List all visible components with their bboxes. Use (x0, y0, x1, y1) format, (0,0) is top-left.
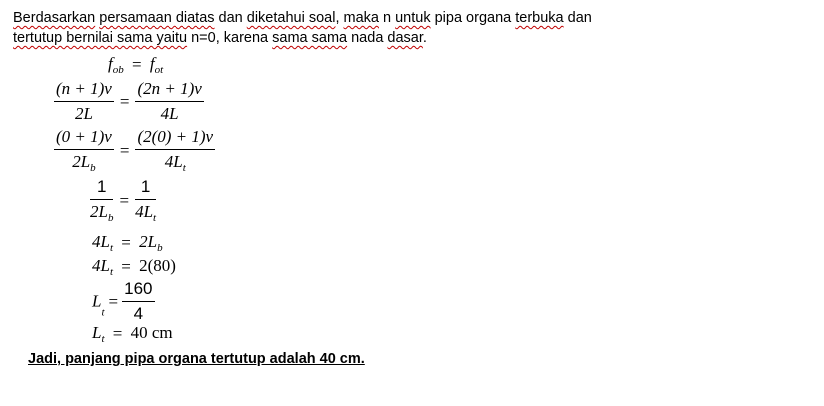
intro-text: diketahui soal (246, 10, 336, 26)
equation-numeric (92, 256, 176, 278)
intro-text: pipa organa (430, 10, 516, 26)
fraction (54, 79, 114, 124)
denominator: 2L (74, 104, 93, 123)
conclusion-text: Jadi, panjang pipa organa tertutup adalah 40 cm. (28, 351, 365, 367)
denominator (54, 150, 114, 174)
fraction (54, 127, 114, 174)
fraction (135, 127, 215, 174)
eq-subscript: t (109, 266, 114, 278)
intro-text: dan (563, 10, 592, 26)
equation-result (92, 323, 173, 345)
equation-substituted (54, 127, 215, 174)
eq-subscript: ob (112, 64, 124, 76)
intro-text: sama sama (272, 30, 348, 46)
intro-text: maka (343, 10, 379, 26)
equals-sign: = (119, 91, 130, 111)
numerator: 1 (135, 177, 156, 200)
intro-text: n (378, 10, 396, 26)
intro-text: Berdasarkan (13, 10, 96, 26)
eq-subscript: b (157, 242, 163, 254)
numerator: 160 (122, 279, 154, 302)
numerator: (2(0) + 1)v (135, 127, 215, 150)
intro-text: . (422, 30, 427, 46)
intro-text: persamaan diatas (99, 10, 215, 26)
eq-subscript: t (101, 333, 105, 345)
denominator (135, 200, 156, 224)
intro-text: terbuka (515, 10, 564, 26)
equals-sign: = (119, 190, 130, 210)
eq-term: L (92, 291, 102, 311)
equals-sign: = (131, 55, 142, 75)
fraction (122, 279, 154, 324)
intro-text: untuk (395, 10, 431, 26)
denominator: 4L (160, 104, 179, 123)
intro-text: dan (214, 10, 247, 26)
denominator-term: 4L (164, 152, 183, 171)
equation-cross-multiplied (92, 232, 163, 254)
intro-text: nada (347, 30, 388, 46)
equals-sign: = (121, 257, 131, 277)
eq-term: 4L (92, 232, 110, 251)
eq-subscript: t (109, 242, 114, 254)
eq-term: 40 cm (130, 323, 173, 342)
equation-frequency-equal (108, 54, 163, 76)
eq-subscript: t (153, 212, 157, 224)
fraction (135, 177, 156, 224)
intro-text: , (335, 10, 344, 26)
equation-simplified (90, 177, 156, 224)
denominator (90, 200, 113, 224)
intro-text: n=0, karena (187, 30, 273, 46)
eq-term: f (108, 54, 113, 73)
numerator: (0 + 1)v (54, 127, 114, 150)
numerator: 1 (90, 177, 113, 200)
intro-text: dasar (387, 30, 423, 46)
intro-paragraph (13, 8, 813, 48)
denominator: 4 (133, 304, 144, 323)
denominator-term: 2L (90, 202, 108, 221)
eq-term: f (149, 54, 155, 73)
equals-sign: = (121, 233, 131, 253)
numerator: (n + 1)v (54, 79, 114, 102)
denominator-term: 2L (72, 152, 91, 171)
eq-subscript: ot (154, 64, 164, 76)
eq-term: L (92, 323, 102, 342)
eq-subscript: t (101, 306, 105, 319)
eq-term: 4L (92, 256, 110, 275)
equals-sign: = (119, 140, 130, 160)
eq-subscript: b (107, 212, 114, 224)
equals-sign: = (108, 291, 119, 311)
eq-subscript: b (90, 162, 96, 174)
eq-term: 2(80) (139, 256, 176, 275)
eq-term: 2L (139, 232, 158, 251)
denominator (135, 150, 215, 174)
equation-solve-length (92, 279, 155, 324)
fraction (90, 177, 113, 224)
eq-subscript: t (182, 162, 186, 174)
denominator-term: 4L (135, 202, 154, 221)
numerator: (2n + 1)v (135, 79, 203, 102)
intro-text: tertutup bernilai sama yaitu (13, 30, 188, 46)
equals-sign: = (112, 324, 123, 344)
fraction (135, 79, 203, 124)
equation-general (54, 79, 204, 124)
